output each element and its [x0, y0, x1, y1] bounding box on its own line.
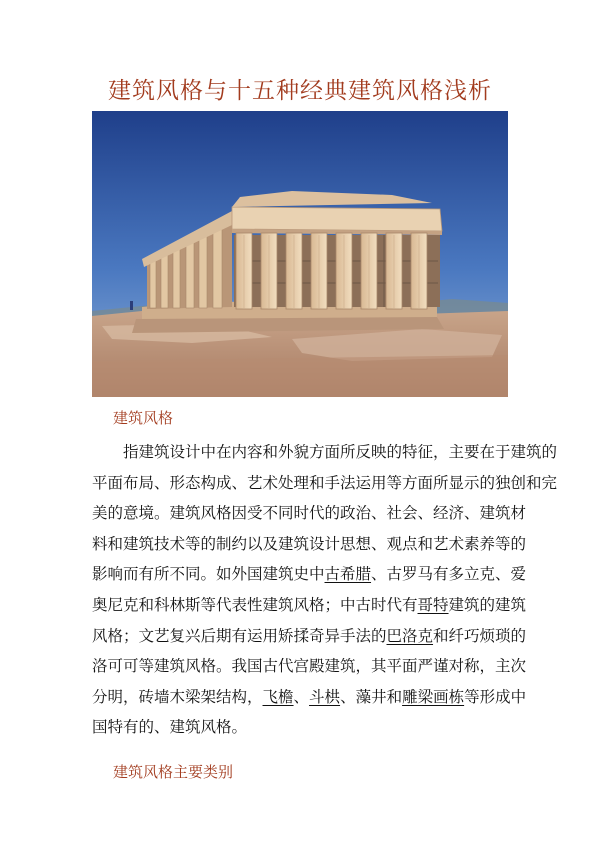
- paragraph-line: [92, 559, 527, 590]
- paragraph-line: [92, 437, 558, 468]
- paragraph-line: [92, 682, 527, 713]
- paragraph-text: 等形成中: [464, 687, 527, 706]
- paragraph-text: 国特有的、建筑风格。: [92, 718, 248, 737]
- parthenon-photo: [92, 111, 508, 397]
- paragraph-text: 和纤巧烦琐的: [433, 626, 527, 645]
- paragraph-text: 建筑的建筑: [448, 595, 527, 614]
- paragraph-text: 奥尼克和科林斯等代表性建筑风格；中古时代有: [92, 595, 418, 614]
- page-title: 建筑风格与十五种经典建筑风格浅析: [108, 78, 492, 104]
- paragraph-line: [92, 468, 558, 499]
- term-link[interactable]: 斗栱: [309, 687, 341, 706]
- term-link[interactable]: 哥特: [417, 595, 449, 614]
- paragraph-text: 、藻井和: [340, 687, 403, 706]
- body-paragraph: [92, 437, 558, 743]
- paragraph-text: 、: [293, 687, 310, 706]
- term-link[interactable]: 飞檐: [262, 687, 294, 706]
- term-link[interactable]: 巴洛克: [386, 626, 434, 645]
- paragraph-line: [92, 621, 527, 652]
- paragraph-text: 风格；文艺复兴后期有运用矫揉奇异手法的: [92, 626, 387, 645]
- paragraph-text: 美的意境。建筑风格因受不同时代的政治、社会、经济、建筑材: [92, 504, 527, 523]
- paragraph-text: 分明，砖墙木梁架结构，: [92, 687, 263, 706]
- term-link[interactable]: 雕梁画栋: [402, 687, 465, 706]
- paragraph-text: 影响而有所不同。如外国建筑史中: [92, 565, 325, 584]
- term-link[interactable]: 古希腊: [324, 565, 372, 584]
- paragraph-line: [92, 712, 508, 743]
- paragraph-text: 、古罗马有多立克、爱: [371, 565, 527, 584]
- paragraph-text: 指建筑设计中在内容和外貌方面所反映的特征，主要在于建筑的: [123, 443, 558, 461]
- paragraph-line: [92, 498, 527, 529]
- section-heading-main-categories: 建筑风格主要类别: [113, 763, 234, 781]
- paragraph-text: 平面布局、形态构成、艺术处理和手法运用等方面所显示的独创和完: [92, 473, 558, 492]
- paragraph-text: 洛可可等建筑风格。我国古代宫殿建筑，其平面严谨对称，主次: [92, 657, 527, 676]
- paragraph-text: 料和建筑技术等的制约以及建筑设计思想、观点和艺术素养等的: [92, 534, 527, 553]
- paragraph-line: [92, 590, 527, 621]
- paragraph-line: [92, 529, 527, 560]
- section-heading-architectural-style: 建筑风格: [113, 409, 174, 427]
- paragraph-line: [92, 651, 527, 682]
